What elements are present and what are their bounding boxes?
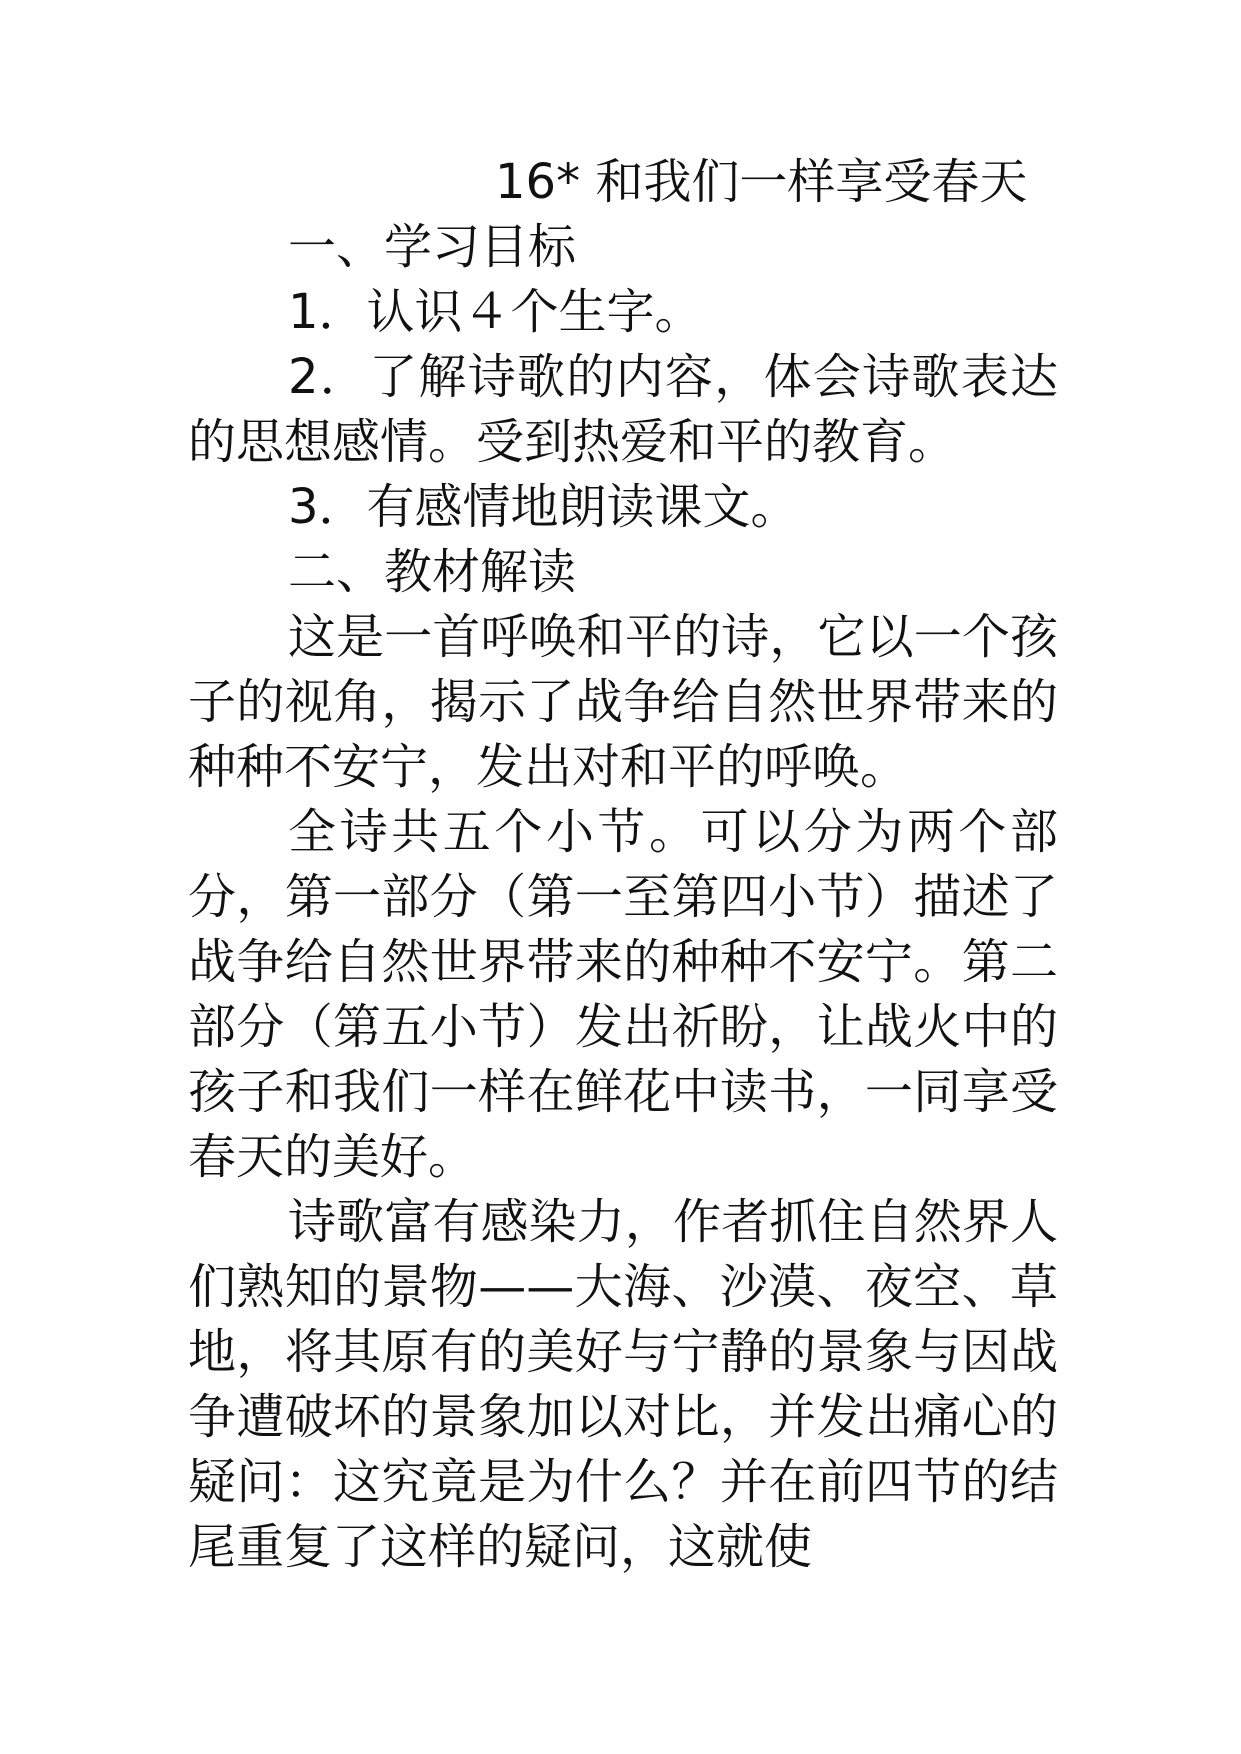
textbook-analysis-heading: 二、教材解读 xyxy=(288,544,577,600)
objective-3: 3．有感情地朗读课文。 xyxy=(288,479,799,535)
objective-2: 2．了解诗歌的内容，体会诗歌表达的思想感情。受到热爱和平的教育。 xyxy=(188,349,1058,470)
learning-objectives-heading: 一、学习目标 xyxy=(288,219,577,275)
learning-objectives-section xyxy=(188,215,1058,540)
document-title: 16* 和我们一样享受春天 xyxy=(495,154,1028,210)
objective-1: 1．认识４个生字。 xyxy=(288,284,703,340)
textbook-analysis-section xyxy=(188,540,1058,1580)
document-page xyxy=(188,150,1058,1580)
analysis-paragraph-2: 全诗共五个小节。可以分为两个部分，第一部分（第一至第四小节）描述了战争给自然世界带来的种种不安宁。第二部分（第五小节）发出祈盼，让战火中的孩子和我们一样在鲜花中读书，一同享受春天的美好。 xyxy=(188,804,1058,1185)
analysis-paragraph-3: 诗歌富有感染力，作者抓住自然界人们熟知的景物——大海、沙漠、夜空、草地，将其原有的美好与宁静的景象与因战争遭破坏的景象加以对比，并发出痛心的疑问：这究竟是为什么？并在前四节的结尾重复了这样的疑问，这就使 xyxy=(188,1194,1058,1575)
analysis-paragraph-1: 这是一首呼唤和平的诗，它以一个孩子的视角，揭示了战争给自然世界带来的种种不安宁，发出对和平的呼唤。 xyxy=(188,609,1058,795)
